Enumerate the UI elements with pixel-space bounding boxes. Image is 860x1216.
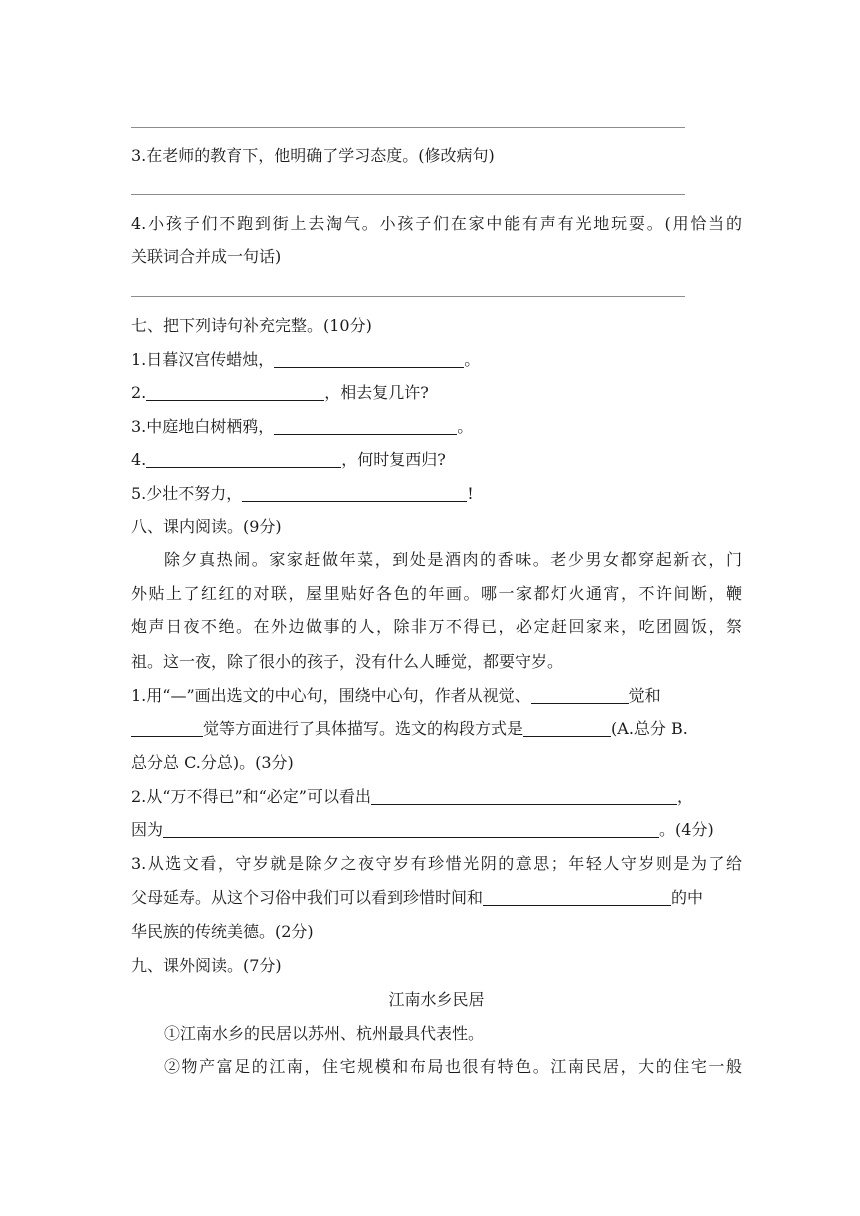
section-9-heading: 九、课外阅读。(7分): [131, 956, 282, 975]
question-text: ，: [677, 787, 694, 806]
question-6-3: 3.在老师的教育下，他明确了学习态度。(修改病句): [131, 146, 495, 165]
poem-line-2: [131, 383, 742, 403]
fill-blank[interactable]: [146, 384, 324, 401]
question-text: 父母延寿。从这个习俗中我们可以看到珍惜时间和: [131, 888, 484, 907]
fill-blank[interactable]: [242, 485, 467, 502]
question-8-3-line3: 华民族的传统美德。(2分): [131, 922, 314, 941]
question-8-2-line1: [131, 787, 742, 807]
question-8-1-line2: [131, 719, 742, 739]
poem-text: 2.: [131, 383, 147, 402]
fill-blank[interactable]: [274, 418, 457, 435]
article-paragraph: ①江南水乡的民居以苏州、杭州最具代表性。: [164, 1024, 485, 1043]
question-text: 觉和: [628, 686, 661, 705]
passage-line: 外贴上了红红的对联，屋里贴好各色的年画。哪一家都灯火通宵，不许间断，鞭: [131, 584, 742, 603]
answer-line: [131, 194, 685, 195]
poem-line-3: [131, 417, 742, 437]
passage-line: 除夕真热闹。家家赶做年菜，到处是酒肉的香味。老少男女都穿起新衣，门: [164, 550, 742, 569]
poem-line-4: [131, 450, 742, 470]
question-8-2-line2: [131, 820, 742, 840]
question-text: (A.总分 B.: [611, 719, 688, 738]
question-8-1-line1: [131, 686, 742, 706]
passage-line: 祖。这一夜，除了很小的孩子，没有什么人睡觉，都要守岁。: [131, 652, 564, 671]
poem-text: 4.: [131, 450, 147, 469]
fill-blank[interactable]: [523, 720, 611, 737]
poem-text: 1.日暮汉宫传蜡烛，: [131, 350, 275, 369]
question-text: 2.从“万不得已”和“必定”可以看出: [131, 787, 371, 806]
question-text: 1.用“—”画出选文的中心句，围绕中心句，作者从视觉、: [131, 686, 531, 705]
poem-text: 3.中庭地白树栖鸦，: [131, 417, 275, 436]
question-8-3-line1: 3.从选文看，守岁就是除夕之夜守岁有珍惜光阴的意思；年轻人守岁则是为了给: [131, 854, 742, 873]
poem-text: ，何时复西归?: [341, 450, 446, 469]
poem-text: 。: [457, 417, 474, 436]
question-6-4-line2: 关联词合并成一句话): [131, 247, 282, 266]
fill-blank[interactable]: [274, 351, 464, 368]
question-8-3-line2: [131, 888, 742, 908]
fill-blank[interactable]: [483, 889, 671, 906]
fill-blank[interactable]: [531, 687, 629, 704]
question-text: 因为: [131, 820, 164, 839]
article-paragraph: ②物产富足的江南，住宅规模和布局也很有特色。江南民居，大的住宅一般: [164, 1057, 742, 1076]
article-title: 江南水乡民居: [388, 990, 485, 1009]
question-8-1-line3: 总分总 C.分总)。(3分): [131, 753, 294, 772]
section-7-heading: 七、把下列诗句补充完整。(10分): [131, 316, 372, 335]
fill-blank[interactable]: [371, 788, 677, 805]
fill-blank[interactable]: [146, 451, 341, 468]
fill-blank[interactable]: [131, 720, 203, 737]
passage-line: 炮声日夜不绝。在外边做事的人，除非万不得已，必定赶回家来，吃团圆饭，祭: [131, 617, 742, 636]
question-text: 。(4分): [659, 820, 714, 839]
question-text: 觉等方面进行了具体描写。选文的构段方式是: [203, 719, 524, 738]
question-text: 的中: [671, 888, 704, 907]
answer-line: [131, 127, 685, 128]
fill-blank[interactable]: [163, 821, 659, 838]
poem-text: !: [467, 484, 474, 503]
poem-text: 5.少壮不努力，: [131, 484, 243, 503]
poem-line-1: [131, 350, 742, 370]
question-6-4-line1: 4.小孩子们不跑到街上去淘气。小孩子们在家中能有声有光地玩耍。(用恰当的: [131, 214, 742, 233]
poem-text: ，相去复几许?: [324, 383, 429, 402]
poem-line-5: [131, 484, 742, 504]
section-8-heading: 八、课内阅读。(9分): [131, 517, 282, 536]
answer-line: [131, 296, 685, 297]
poem-text: 。: [464, 350, 481, 369]
